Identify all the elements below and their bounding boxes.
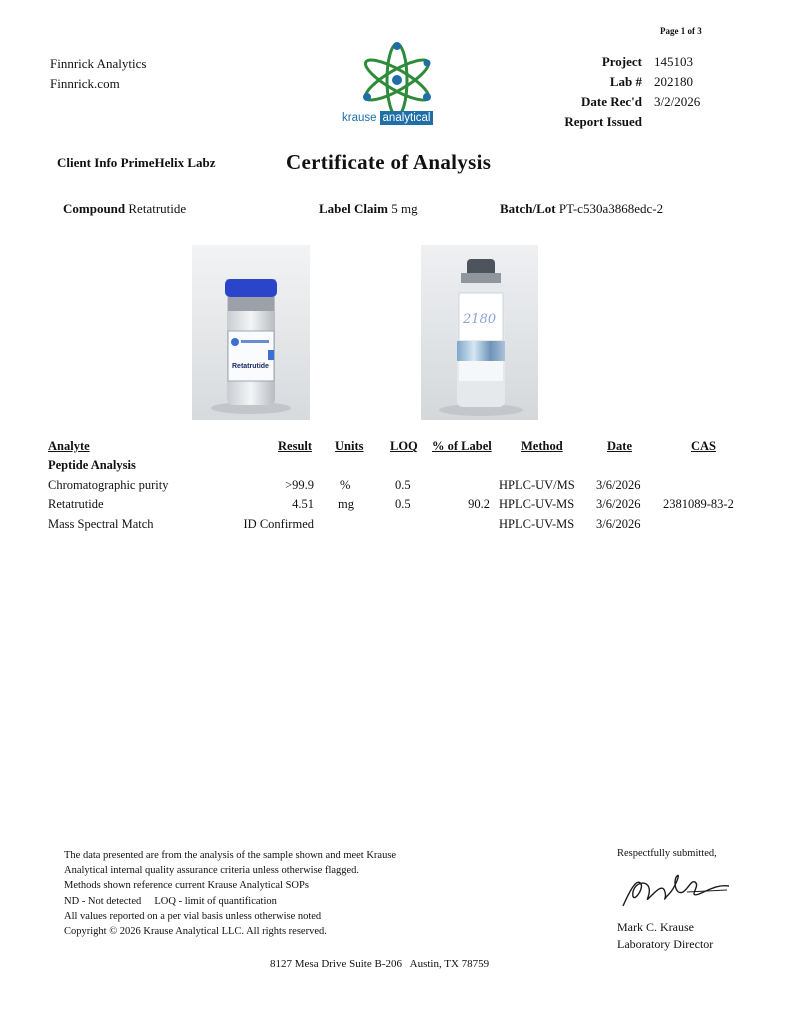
table-row-1-result: >99.9 (285, 478, 314, 492)
compound (63, 201, 186, 217)
table-row-2-pct: 90.2 (468, 497, 490, 511)
table-row-2-result: 4.51 (292, 497, 314, 511)
col-loq: LOQ (390, 439, 418, 453)
footer-line: Analytical internal quality assurance criteria unless otherwise flagged. (64, 865, 360, 877)
col-units: Units (335, 439, 364, 453)
col-pct-label: % of Label (432, 439, 492, 453)
footer-line: The data presented are from the analysis of the sample shown and meet Krause (64, 850, 397, 861)
client-info (57, 155, 216, 171)
org-name: Finnrick Analytics (50, 56, 147, 71)
atom-icon (340, 42, 455, 114)
logo-word-analytical: analytical (380, 111, 434, 125)
col-cas: CAS (691, 439, 717, 453)
label-claim (319, 201, 418, 217)
project-value: 145103 (654, 54, 693, 69)
signature (617, 862, 742, 914)
col-date: Date (607, 439, 632, 453)
vial-photo-front (192, 245, 310, 420)
logo-word-krause: krause (342, 112, 377, 124)
page-number: Page 1 of 3 (660, 26, 702, 36)
client-label: Client Info (57, 155, 118, 170)
table-row-3-result: ID Confirmed (243, 517, 314, 531)
document-title: Certificate of Analysis (286, 150, 492, 174)
project-label: Project (601, 54, 642, 69)
logo-wordmark (342, 112, 433, 124)
org-info (50, 54, 146, 94)
lab-address: 8127 Mesa Drive Suite B-206 Austin, TX 78759 (270, 958, 490, 970)
report-issued-label: Report Issued (564, 114, 642, 129)
label-claim-label: Label Claim (319, 201, 388, 216)
table-row-1-units: % (340, 478, 351, 492)
col-analyte: Analyte (48, 439, 90, 453)
table-row-1-loq: 0.5 (395, 478, 411, 492)
compound-label: Compound (63, 201, 126, 216)
table-row-2-analyte: Retatrutide (48, 497, 104, 511)
table-row-2-date: 3/6/2026 (596, 497, 641, 511)
table-row-2-loq: 0.5 (395, 497, 411, 511)
signer-name: Mark C. Krause (617, 920, 694, 934)
section-peptide-analysis: Peptide Analysis (48, 458, 136, 472)
batch-label: Batch/Lot (500, 201, 556, 216)
footer-line: Methods shown reference current Krause Analytical SOPs (64, 880, 309, 892)
table-row-3-date: 3/6/2026 (596, 517, 641, 531)
date-received-label: Date Rec'd (580, 94, 642, 109)
signature-image (617, 862, 742, 914)
respectfully-submitted: Respectfully submitted, (617, 848, 717, 859)
table-row-1-analyte: Chromatographic purity (48, 478, 169, 492)
batch-lot (500, 201, 663, 217)
col-result: Result (278, 439, 313, 453)
footer-line: All values reported on a per vial basis unless otherwise noted (64, 910, 322, 922)
footer-line: Copyright © 2026 Krause Analytical LLC. All rights reserved. (64, 926, 327, 938)
footer-notes (64, 848, 396, 939)
table-row-2-method: HPLC-UV-MS (499, 497, 575, 511)
date-received-value: 3/2/2026 (654, 94, 701, 109)
table-row-1-method: HPLC-UV/MS (499, 478, 575, 492)
lab-value: 202180 (654, 74, 693, 89)
table-row-2-units: mg (338, 497, 354, 511)
compound-value: Retatrutide (128, 201, 187, 216)
vial-photo-side (421, 245, 538, 420)
org-site: Finnrick.com (50, 76, 120, 91)
batch-value: PT-c530a3868edc-2 (558, 201, 664, 216)
signer (617, 919, 713, 953)
client-value: PrimeHelix Labz (120, 155, 216, 170)
table-row-2-cas: 2381089-83-2 (663, 497, 734, 511)
table-row-3-method: HPLC-UV-MS (499, 517, 575, 531)
lab-label: Lab # (609, 74, 642, 89)
vial-handwritten-number: 2180 (463, 312, 497, 327)
signer-title: Laboratory Director (617, 937, 714, 951)
table-row-3-analyte: Mass Spectral Match (48, 517, 154, 531)
vial-label-text: Retatrutide (232, 363, 269, 370)
table-row-1-date: 3/6/2026 (596, 478, 641, 492)
col-method: Method (521, 439, 563, 453)
label-claim-value: 5 mg (391, 201, 418, 216)
footer-line: ND - Not detected LOQ - limit of quantification (64, 895, 277, 907)
